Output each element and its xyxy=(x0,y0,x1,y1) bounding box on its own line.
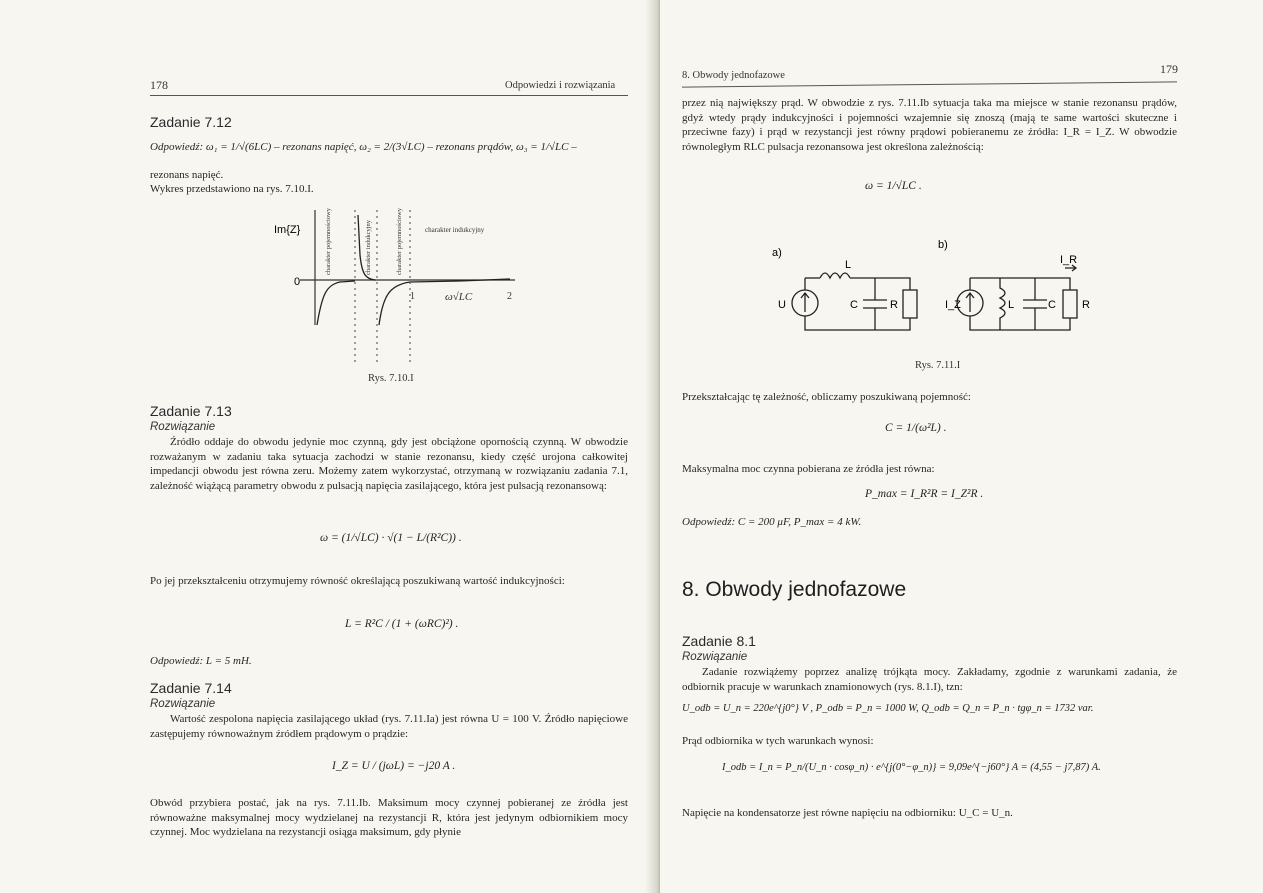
label-C2: C xyxy=(1048,299,1056,311)
tick-2: 2 xyxy=(507,291,512,302)
wire xyxy=(805,316,910,330)
label-L2: L xyxy=(1008,299,1015,311)
paragraph-8-1: Zadanie rozwiążemy poprzez analizę trójkąta mocy. Zakładamy, zgodnie z warunkami zadania, że odbiornik pracuje w warunkach znamionowych (rys. 8.1.I), tzn: xyxy=(682,666,1177,693)
answer-7-12-line2: rezonans napięć. xyxy=(150,169,224,181)
paragraph-3: Maksymalna moc czynna pobierana ze źródła jest równa: xyxy=(682,463,935,475)
inductor-coil xyxy=(1000,278,1005,330)
paragraph-7-14-2: Obwód przybiera postać, jak na rys. 7.11.Ib. Maksimum mocy czynnej pobieranej ze źródła jest równoważne maksymalnej mocy wydzielanej na rezystancji R, która jest jedynym odbiornikiem mocy czynnej. Moc wydzielana na rezystancji osiąga maksimum, gdy płynie xyxy=(150,797,628,838)
heading-7-14: Zadanie 7.14 xyxy=(150,680,232,696)
running-head: 8. Obwody jednofazowe xyxy=(682,70,785,81)
capacitor xyxy=(1023,278,1047,330)
equation-8-1-rated: U_odb = U_n = 220e^{j0°} V , P_odb = P_n = 1000 W, Q_odb = Q_n = P_n · tgφ_n = 1732 var. xyxy=(682,703,1094,714)
equation-7-14: I_Z = U / (jωL) = −j20 A . xyxy=(332,760,456,772)
paragraph-2: Przekształcając tę zależność, obliczamy poszukiwaną pojemność: xyxy=(682,391,971,403)
equation-7-13-omega: ω = (1/√LC) · √(1 − L/(R²C)) . xyxy=(320,532,462,544)
paragraph-8-1-2: Prąd odbiornika w tych warunkach wynosi: xyxy=(682,735,874,747)
paragraph-7-13-2: Po jej przekształceniu otrzymujemy równość określającą poszukiwaną wartość indukcyjności: xyxy=(150,575,565,587)
label-C: C xyxy=(850,299,858,311)
paragraph-top: przez nią największy prąd. W obwodzie z rys. 7.11.Ib sytuacja taka ma miejsce w stanie rezonansu prądów, gdyż wtedy prądy indukcyjności i pojemności wzajemnie się znoszą (mają te same wartości skuteczne i przeciwne fazy) i prąd w rezystancji jest równy prądowi pobieranemu ze źródła: I_R = I_Z. W obwodzie równoległym RLC pulsacja rezonansowa jest określona zależnością: xyxy=(682,97,1177,153)
heading-7-13: Zadanie 7.13 xyxy=(150,403,232,419)
equation-8-1-current: I_odb = I_n = P_n/(U_n · cosφ_n) · e^{j(0°−φ_n)} = 9,09e^{−j60°} A = (4,55 − j7,87) A. xyxy=(722,762,1101,773)
tick-1: 1 xyxy=(410,291,415,302)
chapter-title: 8. Obwody jednofazowe xyxy=(682,578,907,601)
running-head: Odpowiedzi i rozwiązania xyxy=(505,80,616,91)
curve-1 xyxy=(317,281,355,325)
equation-Pmax: P_max = I_R²R = I_Z²R . xyxy=(865,488,984,500)
subheading-7-13: Rozwiązanie xyxy=(150,421,216,433)
capacitor xyxy=(863,278,887,330)
circuit-b xyxy=(957,265,1077,330)
right-page xyxy=(660,0,1263,893)
paragraph-8-1-3: Napięcie na kondensatorze jest równe napięciu na odbiorniku: U_C = U_n. xyxy=(682,807,1013,819)
figure-7-11 xyxy=(760,228,1120,358)
caption-7-11: Rys. 7.11.I xyxy=(915,360,961,371)
label-b: b) xyxy=(938,239,948,251)
label-a: a) xyxy=(772,247,782,259)
header-rule xyxy=(682,81,1177,87)
label-R: R xyxy=(890,299,898,311)
equation-omega: ω = 1/√LC . xyxy=(865,180,922,192)
caption-7-10: Rys. 7.10.I xyxy=(368,373,414,384)
resistor xyxy=(903,290,917,318)
region-label-1: charakter pojemnościowy xyxy=(325,208,332,275)
subheading-8-1: Rozwiązanie xyxy=(682,651,748,663)
label-IR: I_R xyxy=(1060,254,1078,266)
equation-C: C = 1/(ω²L) . xyxy=(885,422,947,434)
answer-7-14: Odpowiedź: C = 200 μF, P_max = 4 kW. xyxy=(682,516,862,528)
resistor xyxy=(1063,290,1077,318)
answer-7-12-line3: Wykres przedstawiono na rys. 7.10.I. xyxy=(150,183,314,195)
y-axis-label: Im{Z} xyxy=(274,224,301,236)
region-label-2: charakter indukcyjny xyxy=(365,219,372,275)
header-rule xyxy=(150,95,628,96)
inductor-coil xyxy=(820,273,850,278)
region-label-3: charakter pojemnościowy xyxy=(396,208,403,275)
label-IZ: I_Z xyxy=(945,299,961,311)
wire xyxy=(850,278,910,290)
label-U: U xyxy=(778,299,786,311)
source-arrow xyxy=(801,293,809,312)
subheading-7-14: Rozwiązanie xyxy=(150,698,216,710)
label-R2: R xyxy=(1082,299,1090,311)
page-number: 178 xyxy=(150,78,168,92)
paragraph-7-13: Źródło oddaje do obwodu jedynie moc czynną, gdy jest obciążone opornością czynną. W obwodzie rozważanym w zadaniu taka sytuacja zachodzi w stanie rezonansu, kiedy część urojona całkowitej impedancji obwodu jest równa zeru. Możemy zatem wykorzystać, otrzymaną w rozwiązaniu zadania 7.1, zależność wiążącą parametry obwodu z pulsacją napięcia zasilającego, która jest pulsacją rezonansową: xyxy=(150,436,628,492)
page-number: 179 xyxy=(1160,62,1178,76)
x-axis-label: ω√LC xyxy=(445,291,473,303)
answer-7-13: Odpowiedź: L = 5 mH. xyxy=(150,655,252,667)
answer-7-12: Odpowiedź: ω₁ = 1/√(6LC) – rezonans napięć, ω₂ = 2/(3√LC) – rezonans prądów, ω₃ = 1/√LC – xyxy=(150,141,577,153)
source-arrow xyxy=(966,293,974,312)
origin-label: 0 xyxy=(294,276,301,288)
label-L: L xyxy=(845,259,852,271)
heading-7-12: Zadanie 7.12 xyxy=(150,114,232,130)
equation-7-13-L: L = R²C / (1 + (ωRC)²) . xyxy=(345,618,459,630)
figure-7-10 xyxy=(260,205,530,370)
heading-8-1: Zadanie 8.1 xyxy=(682,633,756,649)
region-label-4: charakter indukcyjny xyxy=(425,226,485,234)
paragraph-7-14: Wartość zespolona napięcia zasilającego układ (rys. 7.11.Ia) jest równa U = 100 V. Źródło napięciowe zastępujemy równoważnym źródłem prądowym o prądzie: xyxy=(150,713,628,740)
